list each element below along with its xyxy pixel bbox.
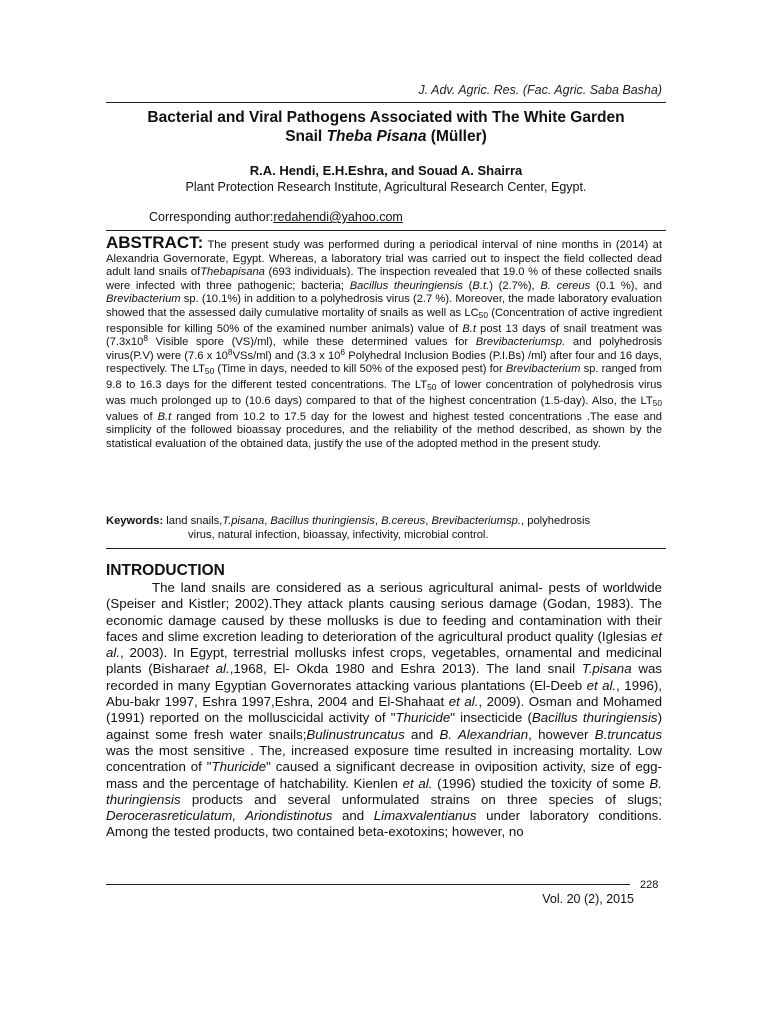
title-prefix: Snail — [285, 128, 327, 145]
footer-rule — [106, 884, 630, 885]
corresponding-author — [149, 210, 403, 224]
keywords-label: Keywords: — [106, 515, 164, 527]
title-line-2 — [106, 127, 666, 146]
paper-title — [106, 108, 666, 146]
title-suffix: (Müller) — [426, 128, 487, 145]
abstract: ABSTRACT: The present study was performed during a periodical interval of nine months in (2014) at Alexandria Governorate, Egypt. Whereas, a laboratory trial was carried out to inspect the field collected dead adult land snails ofThebapisana (693 individuals). The inspection revealed that 19.0 % of these collected snails were infected with three pathogenic; bacteria; Bacillus theuringiensis (B.t.) (2.7%), B. cereus (0.1 %), and Brevibacterium sp. (10.1%) in addition to a polyhedrosis virus (2.7 %). Moreover, the made laboratory evaluation showed that the assessed daily cumulative mortality of snails as well as $LC_{50}$ (Concentration of active ingredient responsible for killing 50% of the examined number animals) value of B.t post 13 days of snail treatment was ($7.3x10^8$ Visible spore (VS)/ml), while these determined values for Brevibacteriumsp. and polyhedrosis virus(P.V) were (7.6 x $10^8VSs/ml$) and (3.3 x $10^6$ Polyhedral Inclusion Bodies (P.I.Bs) /ml) after four and 16 days, respectively. The $LT_{50}$ (Time in days, needed to kill 50% of the exposed pest) for Brevibacterium sp. ranged from 9.8 to 16.3 days for the different tested concentrations. The $LT_{50}$ of lower concentration of polyhedrosis virus was much prolonged up to (10.6 days) compared to that of the highest concentration (1.5-day). Also, the $LT_{50}$ values of B.t ranged from 10.2 to 17.5 day for the lowest and highest tested concentrations .The ease and simplicity of the followed bioassay procedures, and the reliability of the method described, as shown by the statistical evaluation of the obtained data, justify the use of the adopted method in the present study. — [106, 233, 663, 450]
page-number: 228 — [640, 879, 659, 891]
keywords-line-2: virus, natural infection, bioassay, infectivity, microbial control. — [188, 528, 489, 541]
header-rule — [106, 102, 666, 103]
introduction-paragraph: The land snails are considered as a serious agricultural animal- pests of worldwide (Speiser and Kistler; 2002).They attack plants causing serious damage (Godan, 1983). The economic damage caused by these mollusks is due to feeding and contamination with their faces and slime excretion leading to deterioration of the agricultural product quality (Iglesias et al., 2003). In Egypt, terrestrial mollusks infest crops, vegetables, ornamental and medicinal plants (Bisharaet al.,1968, El- Okda 1980 and Eshra 2013). The land snail T.pisana was recorded in many Egyptian Governorates attacking various plantations (El-Deeb et al., 1996), Abu-bakr 1997, Eshra 1997,Eshra, 2004 and El-Shahaat et al., 2009). Osman and Mohamed (1991) reported on the molluscicidal activity of "Thuricide" insecticide (Bacillus thuringiensis) against some fresh water snails;Bulinustruncatus and B. Alexandrian, however B.truncatus was the most sensitive . The, increased exposure time resulted in increasing mortality. Low concentration of "Thuricide" caused a significant decrease in oviposition activity, size of egg-mass and the percentage of hatchability. Kienlen et al. (1996) studied the toxicity of some B. thuringiensis products and several unformulated strains on three species of slugs; Derocerasreticulatum, Ariondistinotus and Limaxvalentianus under laboratory conditions. Among the tested products, two contained beta-exotoxins; however, no — [106, 580, 663, 840]
title-line-1: Bacterial and Viral Pathogens Associated with The White Garden — [147, 109, 625, 126]
volume-info: Vol. 20 (2), 2015 — [542, 892, 634, 906]
authors: R.A. Hendi, E.H.Eshra, and Souad A. Shairra — [249, 163, 523, 178]
abstract-heading: ABSTRACT: — [106, 233, 204, 252]
divider — [106, 230, 666, 231]
divider — [106, 548, 666, 549]
title-species: Theba Pisana — [326, 128, 427, 145]
journal-header: J. Adv. Agric. Res. (Fac. Agric. Saba Basha) — [418, 83, 662, 97]
keywords-line-1: Keywords: land snails,T.pisana, Bacillus thuringiensis, B.cereus, Brevibacteriumsp., polyhedrosis — [106, 515, 591, 527]
email-link[interactable]: redahendi@yahoo.com — [273, 210, 403, 224]
section-heading-introduction: INTRODUCTION — [106, 562, 225, 579]
keywords — [106, 515, 662, 542]
affiliation: Plant Protection Research Institute, Agricultural Research Center, Egypt. — [185, 180, 587, 194]
corresponding-label: Corresponding author: — [149, 210, 274, 224]
